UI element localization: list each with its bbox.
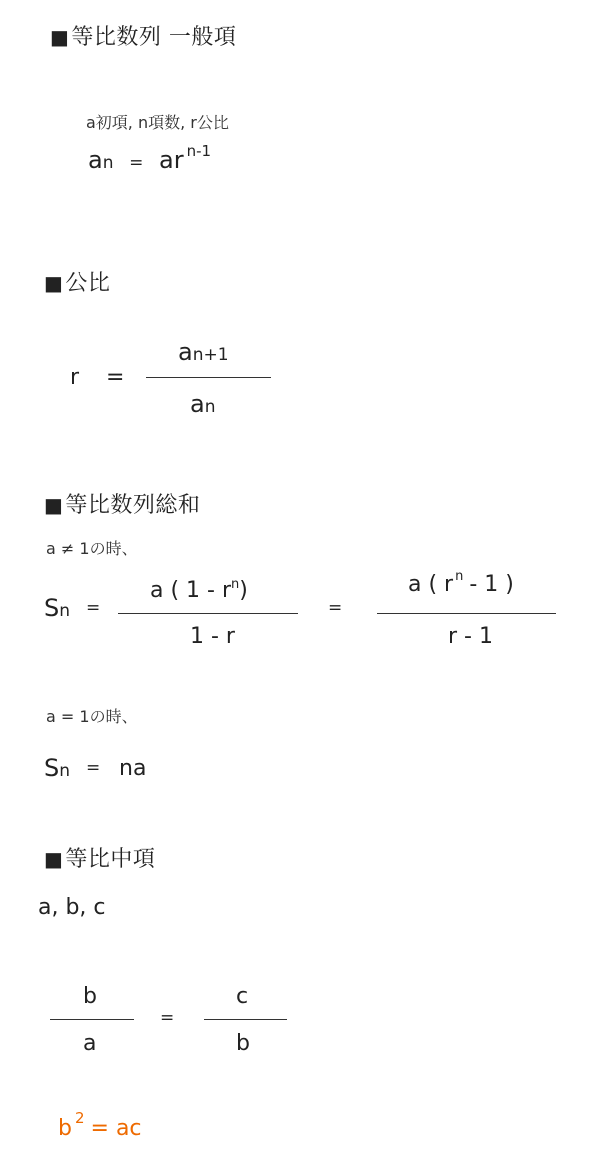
general-term-note: a初項, n項数, r公比 <box>86 113 229 132</box>
formula-rhs: ar <box>159 146 184 174</box>
frac1-num-post: ) <box>239 578 248 603</box>
sum-frac2-bar <box>377 613 556 614</box>
sum-frac1-denominator: 1 - r <box>190 624 235 649</box>
sum-frac1-numerator <box>150 578 248 603</box>
ratio-lhs: r <box>70 365 80 390</box>
sum-rhs-2: na <box>119 756 147 781</box>
ratio-equals: = <box>106 365 125 390</box>
mean-result <box>58 1109 142 1141</box>
sum-condition-2: a = 1の時、 <box>46 707 138 726</box>
mean-heading <box>44 842 155 873</box>
ratio-numerator <box>178 338 229 366</box>
denominator-sub: n <box>204 397 216 417</box>
general-term-title: 等比数列 一般項 <box>71 25 237 50</box>
sum-frac2-denominator: r - 1 <box>448 624 493 649</box>
square-marker-icon: ■ <box>44 847 64 871</box>
numerator-base: a <box>178 338 193 366</box>
formula-rhs-sup: n-1 <box>186 142 212 160</box>
ratio-heading <box>44 266 110 297</box>
sum-frac1-bar <box>118 613 298 614</box>
sum-lhs2-base: S <box>44 754 60 782</box>
mean-frac1-denominator: a <box>83 1031 97 1056</box>
sum-frac2-numerator <box>408 569 514 597</box>
square-marker-icon: ■ <box>50 25 70 49</box>
mean-title: 等比中項 <box>65 847 156 872</box>
sum-lhs <box>44 594 70 622</box>
mean-frac2-bar <box>204 1019 287 1020</box>
frac1-num-sup: n <box>231 577 240 592</box>
denominator-base: a <box>190 390 205 418</box>
ratio-denominator <box>190 390 216 418</box>
mean-frac2-numerator: c <box>236 984 249 1009</box>
sum-lhs-2 <box>44 754 70 782</box>
mean-frac2-denominator: b <box>236 1031 250 1056</box>
formula-lhs-sub: n <box>102 153 114 173</box>
frac2-num-post: - 1 ) <box>469 572 514 597</box>
ratio-title: 公比 <box>65 271 111 296</box>
mean-equals: = <box>160 1008 175 1028</box>
general-term-formula <box>88 142 212 174</box>
sum-condition-1: a ≠ 1の時、 <box>46 539 138 558</box>
sum-lhs-base: S <box>44 594 60 622</box>
mean-frac1-bar <box>50 1019 134 1020</box>
frac2-num-sup: n <box>455 569 464 584</box>
sum-heading <box>44 488 200 519</box>
sum-equals-3: = <box>86 758 101 778</box>
square-marker-icon: ■ <box>44 493 64 517</box>
general-term-heading <box>50 20 236 51</box>
mean-sequence: a, b, c <box>38 895 106 920</box>
sum-title: 等比数列総和 <box>65 493 201 518</box>
ratio-fraction-bar <box>146 377 271 378</box>
frac2-num-pre: a ( r <box>408 572 454 597</box>
result-base: b <box>58 1116 72 1141</box>
frac1-num-pre: a ( 1 - r <box>150 578 232 603</box>
result-sup: 2 <box>74 1109 85 1127</box>
mean-frac1-numerator: b <box>83 984 97 1009</box>
sum-lhs-sub: n <box>59 601 71 621</box>
square-marker-icon: ■ <box>44 271 64 295</box>
numerator-sub: n+1 <box>192 345 229 365</box>
formula-equals: = <box>129 153 144 173</box>
sum-equals-1: = <box>86 598 101 618</box>
result-rest: = ac <box>90 1116 142 1141</box>
sum-equals-2: = <box>328 598 343 618</box>
sum-lhs2-sub: n <box>59 761 71 781</box>
formula-lhs-base: a <box>88 146 103 174</box>
